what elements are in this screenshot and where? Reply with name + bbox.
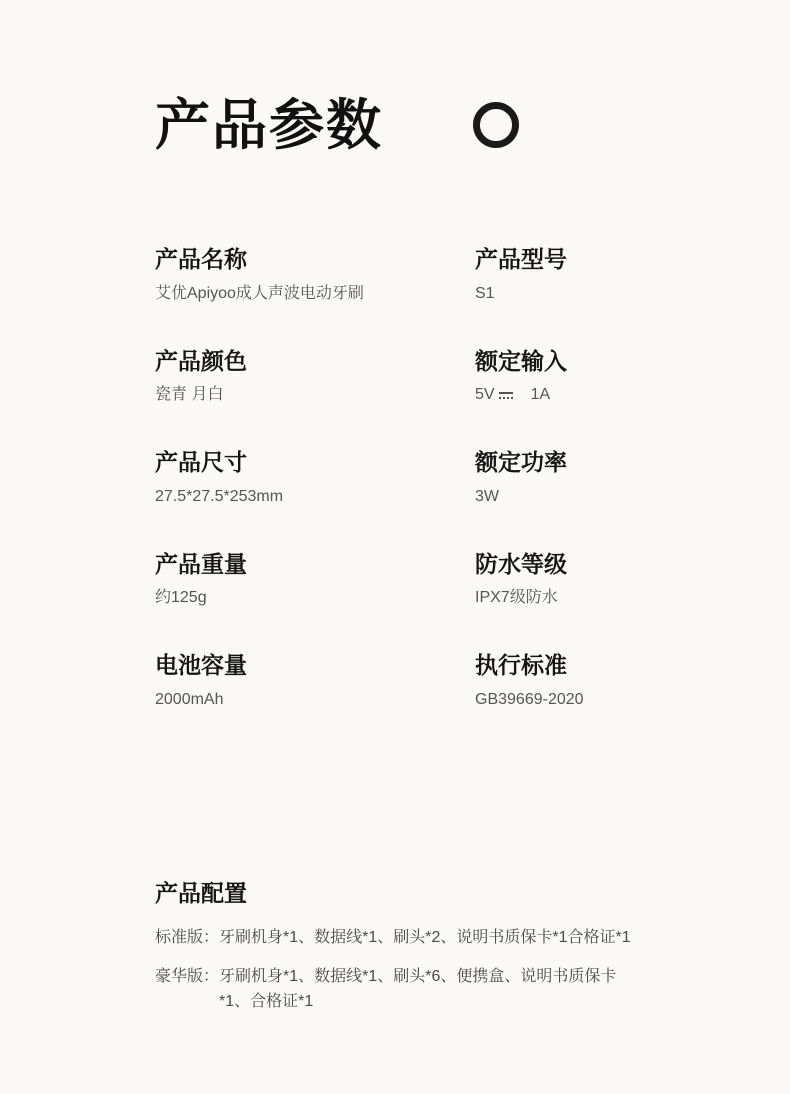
spec-value: 3W: [475, 487, 499, 505]
spec-item-product-size: [155, 448, 475, 508]
spec-value: 2000mAh: [155, 690, 224, 708]
configuration-title: 产品配置: [155, 880, 247, 906]
spec-item-product-weight: [155, 550, 475, 610]
spec-value: 瓷青 月白: [155, 386, 224, 404]
spec-label: 产品名称: [155, 246, 247, 272]
spec-item-waterproof-rating: [475, 550, 695, 610]
spec-item-standard: [475, 651, 695, 711]
configuration-row-text: 牙刷机身*1、数据线*1、刷头*2、说明书质保卡*1合格证*1: [219, 929, 631, 946]
configuration-section: [155, 875, 715, 1028]
configuration-row-label: 豪华版：: [155, 967, 220, 985]
spec-value: GB39669-2020: [475, 690, 584, 708]
configuration-row-text: 牙刷机身*1、数据线*1、刷头*6、便携盒、说明书质保卡*1、合格证*1: [219, 967, 617, 1010]
spec-value: 27.5*27.5*253mm: [155, 487, 284, 505]
configuration-row-deluxe: [155, 965, 715, 1015]
configuration-row-standard: [155, 926, 715, 951]
spec-label: 额定功率: [475, 449, 567, 476]
dc-icon: [499, 389, 513, 401]
spec-label: 执行标准: [475, 652, 567, 679]
spec-label: 产品重量: [155, 550, 247, 577]
spec-grid: [155, 245, 695, 711]
spec-label: 产品颜色: [155, 347, 247, 374]
spec-value: IPX7级防水: [475, 589, 558, 607]
rated-input-current: 1A: [530, 386, 551, 404]
spec-value: 约125g: [155, 589, 207, 607]
spec-value: [475, 385, 695, 406]
spec-value: S1: [475, 284, 495, 302]
spec-label: 电池容量: [155, 652, 247, 679]
spec-label: 产品尺寸: [155, 449, 247, 476]
spec-label: 额定输入: [475, 347, 567, 374]
page-title: 产品参数: [155, 93, 384, 156]
spec-item-product-color: [155, 347, 475, 407]
spec-item-product-name: [155, 245, 475, 305]
ring-icon: [473, 102, 519, 148]
spec-value: 艾优Apiyoo成人声波电动牙刷: [155, 284, 364, 302]
spec-label: 防水等级: [475, 550, 567, 577]
spec-item-rated-power: [475, 448, 695, 508]
spec-label: 产品型号: [475, 246, 567, 272]
spec-item-rated-input: [475, 347, 695, 407]
configuration-row-label: 标准版：: [155, 929, 220, 946]
rated-input-voltage: 5V: [475, 386, 495, 404]
spec-item-product-model: [475, 245, 695, 305]
spec-item-battery-capacity: [155, 651, 475, 711]
page-header: [155, 80, 675, 170]
